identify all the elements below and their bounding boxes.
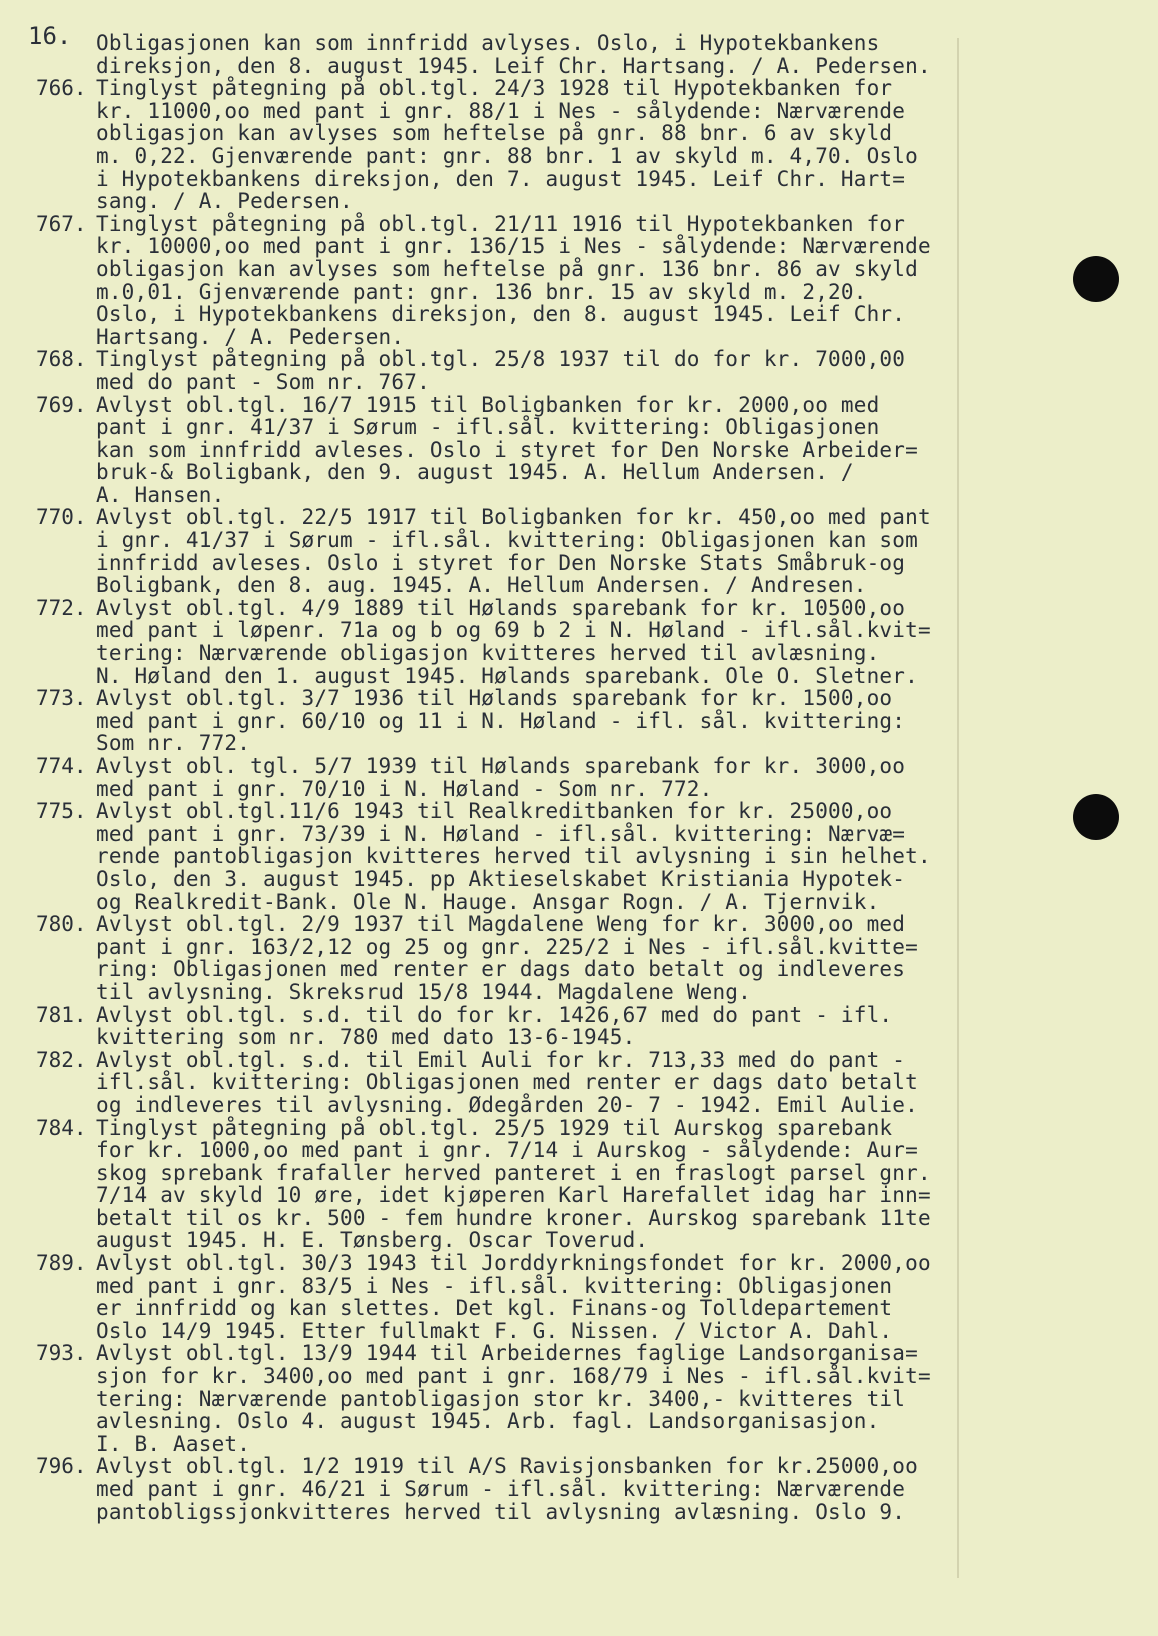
entry-775 (36, 800, 1096, 913)
entry-text: Avlyst obl.tgl. 16/7 1915 til Boligbanken for kr. 2000,oo med pant i gnr. 41/37 i Sørum - ifl.sål. kvittering: Obligasjonen kan som innfridd avleses. Oslo i styret for Den Norske Arbeider= bruk-& Boligbank, den 9. august 1945. A. Hellum Andersen. / A. Hansen. (96, 392, 918, 507)
entry-text: Avlyst obl.tgl. s.d. til do for kr. 1426,67 med do pant - ifl. kvittering som nr. 780 med dato 13-6-1945. (96, 1002, 893, 1050)
entry-773 (36, 687, 1096, 755)
entry-number: 768. (36, 347, 87, 372)
entry-number: 769. (36, 392, 87, 417)
entry-769 (36, 394, 1096, 507)
entry-text: Avlyst obl.tgl. 13/9 1944 til Arbeidernes faglige Landsorganisa= sjon for kr. 3400,oo med pant i gnr. 168/79 i Nes - ifl.sål.kvit= tering: Nærværende pantobligasjon stor kr. 3400,- kvitteres til avlesning. Oslo 4. august 1945. Arb. fagl. Landsorganisasjon. I. B. Aaset. (96, 1341, 931, 1456)
entry-text: Tinglyst påtegning på obl.tgl. 25/8 1937 til do for kr. 7000,00 med do pant - Som nr. 767. (96, 347, 906, 394)
entry-number: 782. (36, 1047, 87, 1072)
entry-text: Avlyst obl.tgl. 30/3 1943 til Jorddyrkningsfondet for kr. 2000,oo med pant i gnr. 83/5 i Nes - ifl.sål. kvittering: Obligasjonen er innfridd og kan slettes. Det kgl. Finans-og Tolldepartement Oslo 14/9 1945. Etter fullmakt F. G. Nissen. / Victor A. Dahl. (96, 1251, 931, 1343)
entry-number: 780. (36, 912, 87, 937)
entry-text: Avlyst obl.tgl.11/6 1943 til Realkreditbanken for kr. 25000,oo med pant i gnr. 73/39 i N. Høland - ifl.sål. kvittering: Nærvæ= rende pantobligasjon kvitteres herved til avlysning i sin helhet. Oslo, den 3. august 1945. pp Aktieselskabet Kristiania Hypotek- og Realkredit-Bank. Ole N. Hauge. Ansgar Rogn. / A. Tjernvik. (96, 799, 931, 914)
entry-text: Avlyst obl.tgl. 1/2 1919 til A/S Ravisjonsbanken for kr.25000,oo med pant i gnr. 46/21 i Sørum - ifl.sål. kvittering: Nærværende pantobligssjonkvitteres herved til avlysning avlæsning. Oslo 9. (96, 1454, 918, 1524)
entry-text: Avlyst obl.tgl. 22/5 1917 til Boligbanken for kr. 450,oo med pant i gnr. 41/37 i Sørum - ifl.sål. kvittering: Obligasjonen kan som innfridd avleses. Oslo i styret for Den Norske Stats Småbruk-og Boligbank, den 8. aug. 1945. A. Hellum Andersen. / Andresen. (96, 505, 931, 598)
entry-number: 789. (36, 1251, 87, 1276)
entries-list (36, 32, 1096, 1523)
entry-text: Avlyst obl.tgl. 4/9 1889 til Hølands sparebank for kr. 10500,oo med pant i løpenr. 71a og b og 69 b 2 i N. Høland - ifl.sål.kvit= tering: Nærværende obligasjon kvitteres herved til avlæsning. N. Høland den 1. august 1945. Hølands sparebank. Ole O. Sletner. (96, 595, 931, 688)
entry-number: 766. (36, 76, 87, 101)
entry-text: Avlyst obl.tgl. 2/9 1937 til Magdalene Weng for kr. 3000,oo med pant i gnr. 163/2,12 og 25 og gnr. 225/2 i Nes - ifl.sål.kvitte= ring: Obligasjonen med renter er dags dato betalt og indleveres til avlysning. Skreksrud 15/8 1944. Magdalene Weng. (96, 912, 918, 1004)
entry-number: 772. (36, 595, 87, 620)
entry-number: 773. (36, 686, 87, 711)
entry-text: Avlyst obl.tgl. s.d. til Emil Auli for kr. 713,33 med do pant - ifl.sål. kvittering: Obligasjonen med renter er dags dato betalt og indleveres til avlysning. Ødegården 20- 7 - 1942. Emil Aulie. (96, 1047, 918, 1117)
entry-784 (36, 1117, 1096, 1253)
entry-782 (36, 1049, 1096, 1117)
entry-number: 793. (36, 1341, 87, 1366)
entry-793 (36, 1342, 1096, 1455)
entry-text: Tinglyst påtegning på obl.tgl. 21/11 1916 til Hypotekbanken for kr. 10000,oo med pant i gnr. 136/15 i Nes - sålydende: Nærværende obligasjon kan avlyses som heftelse på gnr. 136 bnr. 86 av skyld m.0,01. Gjenværende pant: gnr. 136 bnr. 15 av skyld m. 2,20. Oslo, i Hypotekbankens direksjon, den 8. august 1945. Leif Chr. Hartsang. / A. Pedersen. (96, 211, 931, 349)
entry-text: Tinglyst påtegning på obl.tgl. 25/5 1929 til Aurskog sparebank for kr. 1000,oo med pant i gnr. 7/14 i Aurskog - sålydende: Aur= skog sprebank frafaller herved panteret i en fraslogt parsel gnr. 7/14 av skyld 10 øre, idet kjøperen Karl Harefallet idag har inn= betalt til os kr. 500 - fem hundre kroner. Aurskog sparebank 11te august 1945. H. E. Tønsberg. Oscar Toverud. (96, 1115, 931, 1253)
entry-number: 767. (36, 211, 87, 236)
entry-766 (36, 77, 1096, 213)
entry-780 (36, 913, 1096, 1003)
entry-768 (36, 348, 1096, 393)
entry-number: 784. (36, 1115, 87, 1140)
entry-767 (36, 213, 1096, 349)
entry-772 (36, 597, 1096, 687)
entry-text: Avlyst obl. tgl. 5/7 1939 til Hølands sparebank for kr. 3000,oo med pant i gnr. 70/10 i N. Høland - Som nr. 772. (96, 754, 906, 801)
entry-continuation (36, 32, 1096, 77)
entry-781 (36, 1004, 1096, 1049)
entry-number: 775. (36, 799, 87, 824)
entry-text: Tinglyst påtegning på obl.tgl. 24/3 1928 til Hypotekbanken for kr. 11000,oo med pant i gnr. 88/1 i Nes - sålydende: Nærværende obligasjon kan avlyses som heftelse på gnr. 88 bnr. 6 av skyld m. 0,22. Gjenværende pant: gnr. 88 bnr. 1 av skyld m. 4,70. Oslo i Hypotekbankens direksjon, den 7. august 1945. Leif Chr. Hart= sang. / A. Pedersen. (96, 76, 918, 214)
entry-770 (36, 506, 1096, 596)
entry-796 (36, 1455, 1096, 1523)
entry-774 (36, 755, 1096, 800)
page-number: 16. (28, 22, 72, 50)
entry-number: 774. (36, 754, 87, 778)
entry-789 (36, 1252, 1096, 1342)
entry-number: 781. (36, 1002, 87, 1027)
entry-text: Avlyst obl.tgl. 3/7 1936 til Hølands sparebank for kr. 1500,oo med pant i gnr. 60/10 og 11 i N. Høland - ifl. sål. kvittering: Som nr. 772. (96, 686, 906, 756)
entry-number: 770. (36, 505, 87, 530)
entry-text: Obligasjonen kan som innfridd avlyses. Oslo, i Hypotekbankens direksjon, den 8. august 1945. Leif Chr. Hartsang. / A. Pedersen. (96, 31, 931, 78)
entry-number: 796. (36, 1454, 87, 1479)
